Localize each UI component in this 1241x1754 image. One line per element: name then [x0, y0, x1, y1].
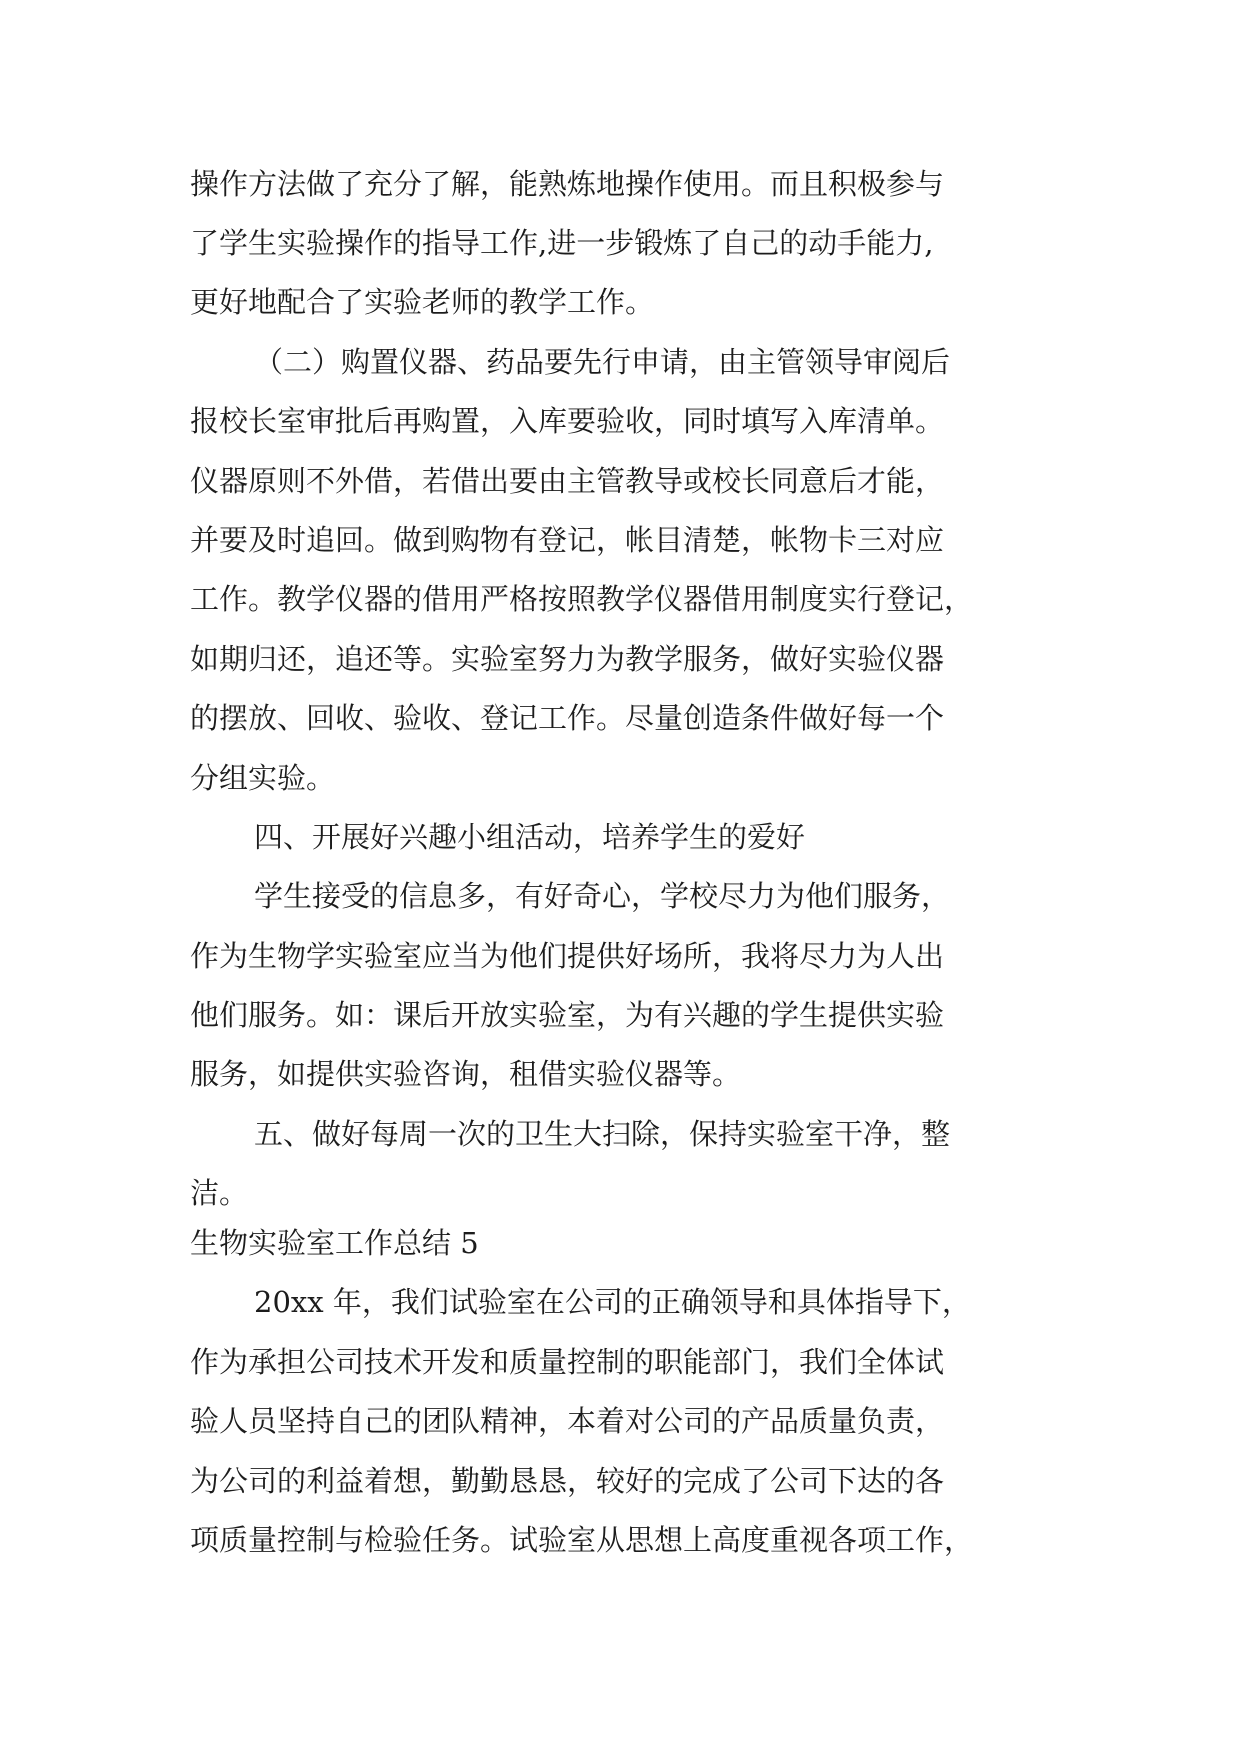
text-line: 为公司的利益着想，勤勤恳恳，较好的完成了公司下达的各 — [190, 1464, 945, 1498]
text-line: 20xx 年，我们试验室在公司的正确领导和具体指导下， — [254, 1285, 971, 1319]
text-line: 洁。 — [190, 1176, 249, 1210]
text-line: （二）购置仪器、药品要先行申请，由主管领导审阅后 — [254, 345, 951, 379]
text-line: 报校长室审批后再购置，入库要验收，同时填写入库清单。 — [190, 404, 945, 438]
text-line: 并要及时追回。做到购物有登记，帐目清楚，帐物卡三对应 — [190, 523, 945, 557]
text-line: 分组实验。 — [190, 761, 336, 795]
text-line: 了学生实验操作的指导工作,进一步锻炼了自己的动手能力, — [190, 226, 934, 260]
text-line: 服务，如提供实验咨询，租借实验仪器等。 — [190, 1057, 742, 1091]
text-line: 作为生物学实验室应当为他们提供好场所，我将尽力为人出 — [190, 939, 945, 973]
text-line: 学生接受的信息多，有好奇心，学校尽力为他们服务， — [254, 879, 951, 913]
document-title: 生物实验室工作总结 5 — [190, 1226, 479, 1260]
text-line: 更好地配合了实验老师的教学工作。 — [190, 285, 655, 319]
text-line: 的摆放、回收、验收、登记工作。尽量创造条件做好每一个 — [190, 701, 945, 735]
text-line: 如期归还，追还等。实验室努力为教学服务，做好实验仪器 — [190, 642, 945, 676]
section-heading: 五、做好每周一次的卫生大扫除，保持实验室干净，整 — [254, 1117, 951, 1151]
text-line: 工作。教学仪器的借用严格按照教学仪器借用制度实行登记， — [190, 582, 974, 616]
text-line: 他们服务。如：课后开放实验室，为有兴趣的学生提供实验 — [190, 998, 945, 1032]
text-line: 项质量控制与检验任务。试验室从思想上高度重视各项工作， — [190, 1523, 974, 1557]
text-line: 仪器原则不外借，若借出要由主管教导或校长同意后才能， — [190, 464, 945, 498]
text-line: 操作方法做了充分了解，能熟炼地操作使用。而且积极参与 — [190, 167, 945, 201]
section-heading: 四、开展好兴趣小组活动，培养学生的爱好 — [254, 820, 806, 854]
text-line: 验人员坚持自己的团队精神，本着对公司的产品质量负责， — [190, 1404, 945, 1438]
text-line: 作为承担公司技术开发和质量控制的职能部门，我们全体试 — [190, 1345, 945, 1379]
